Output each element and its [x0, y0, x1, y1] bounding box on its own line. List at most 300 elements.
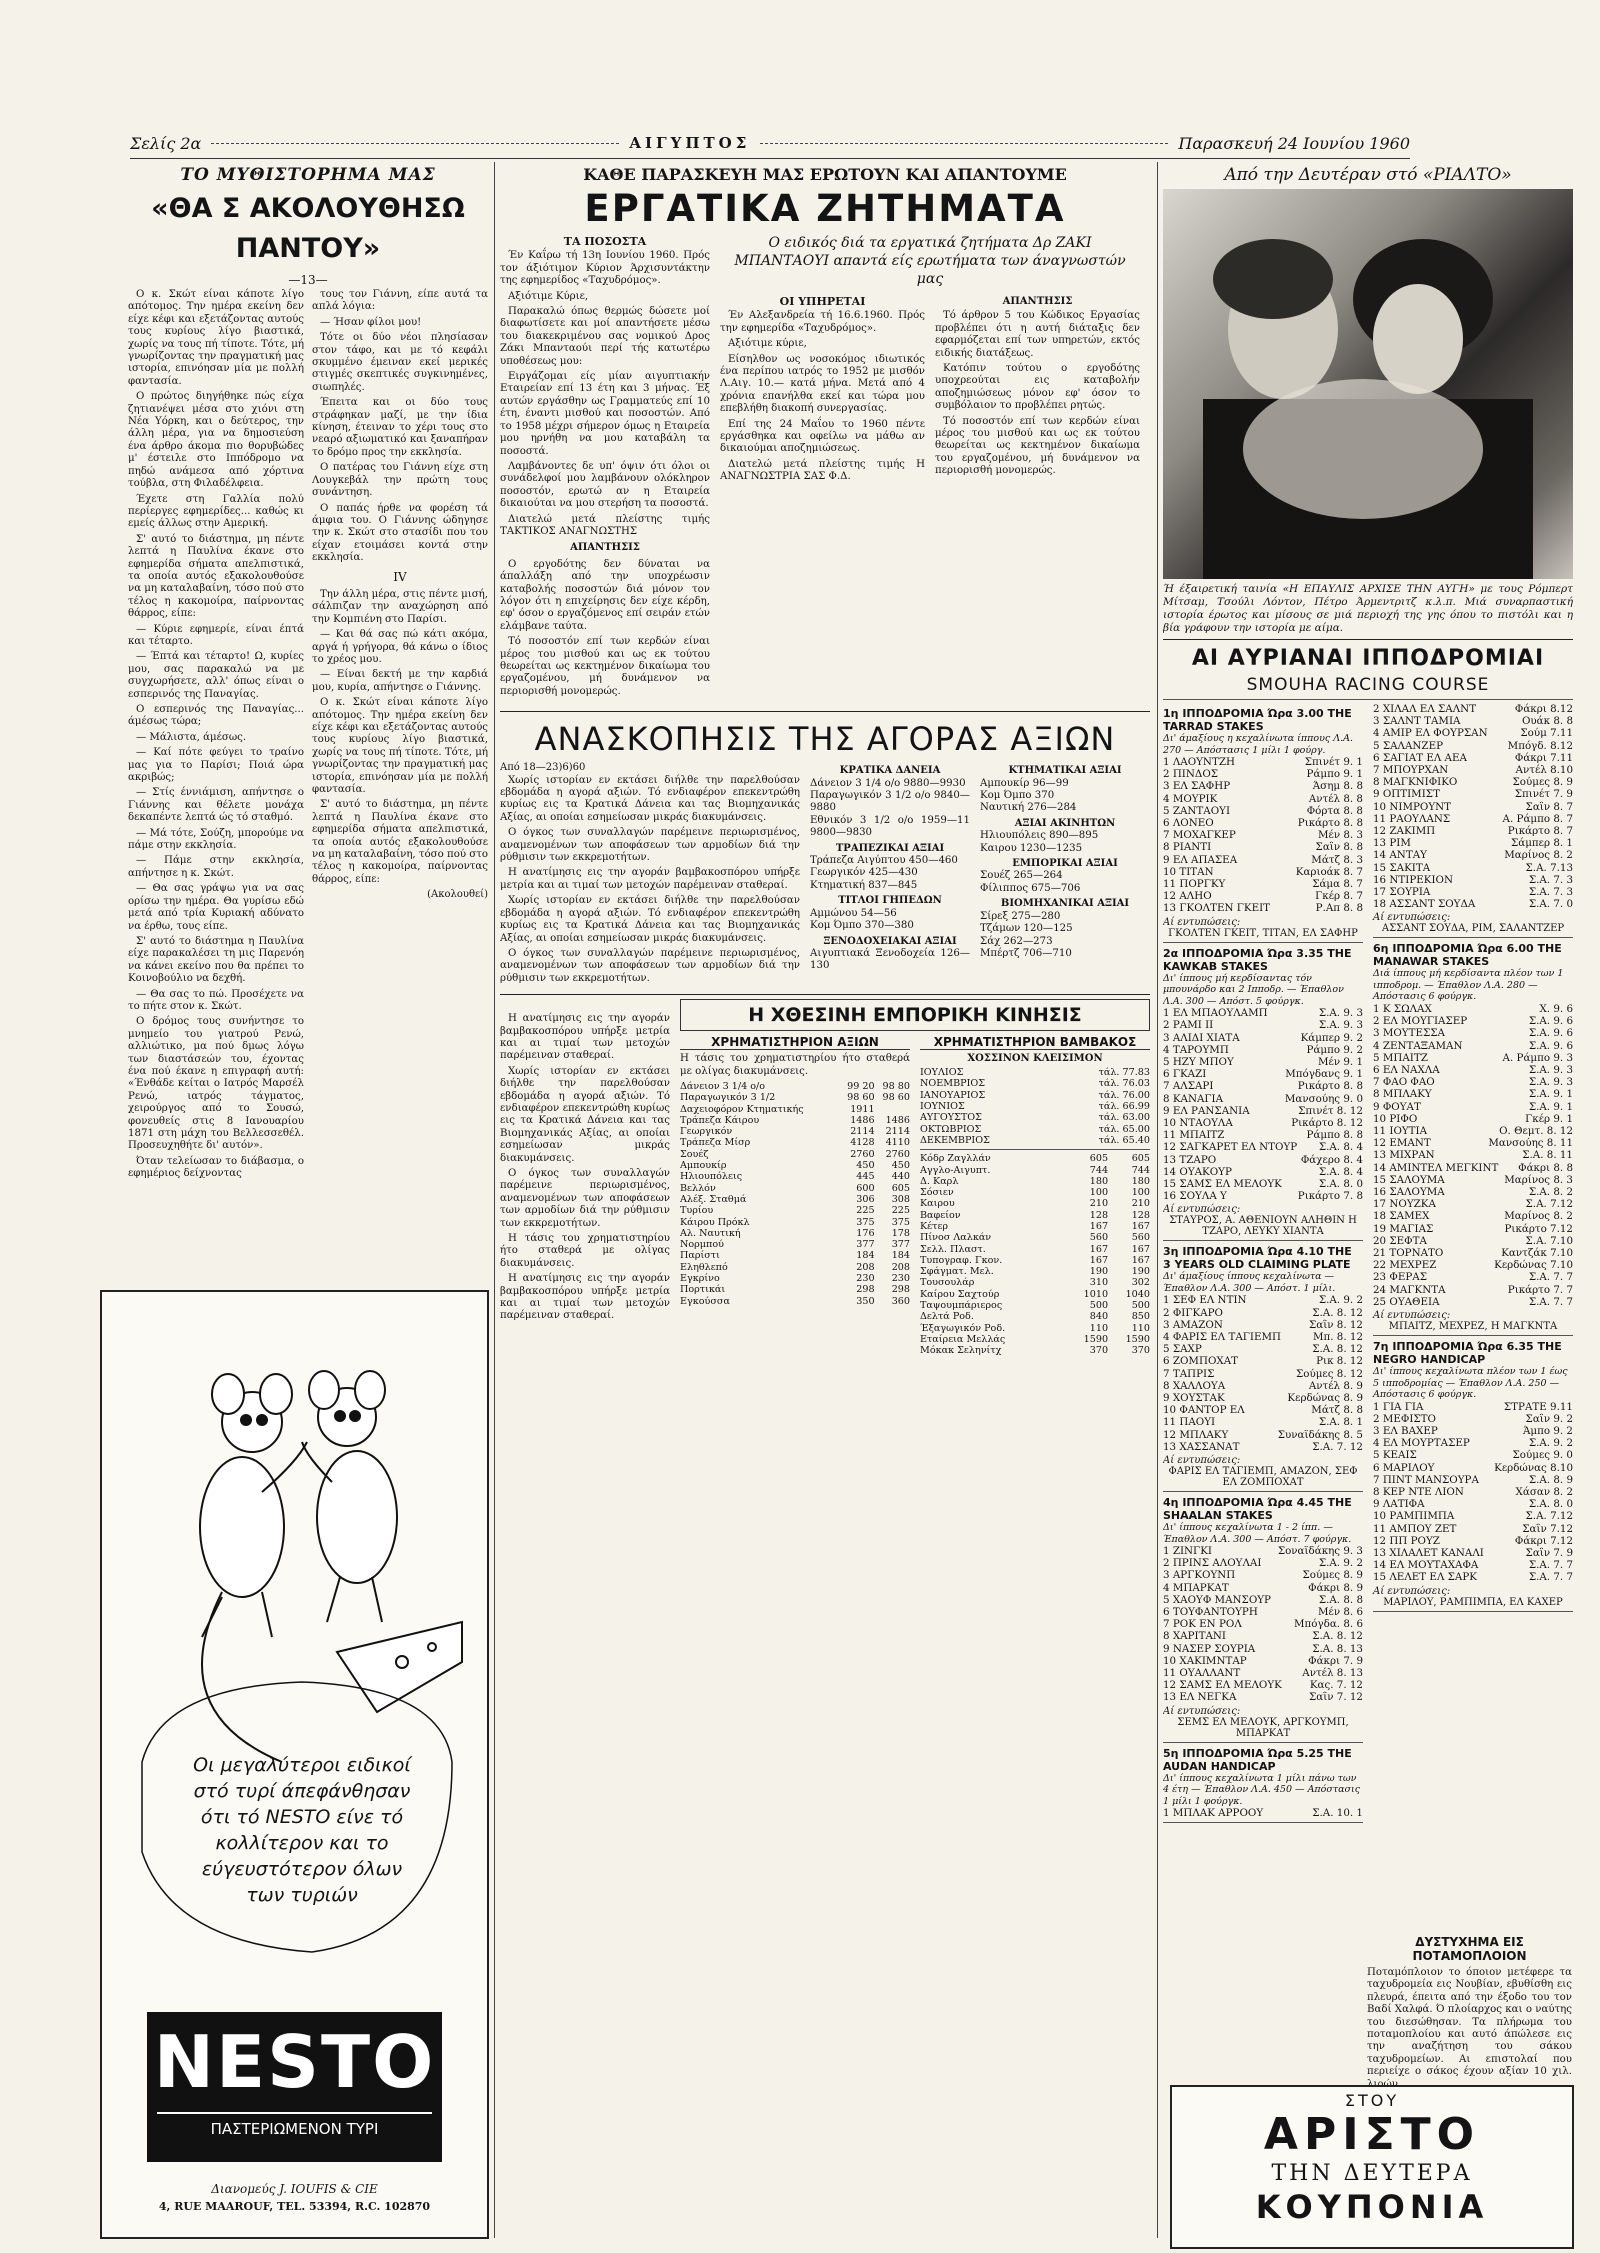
- stock-group-header: ΒΙΟΜΗΧΑΝΙΚΑΙ ΑΞΙΑΙ: [1000, 898, 1130, 910]
- stock-exchange-header: ΧΡΗΜΑΤΙΣΤΗΡΙΟΝ ΑΞΙΩΝ: [680, 1035, 910, 1050]
- horse-name: 25 ΟΥΑΘΕΙΑ: [1373, 1295, 1440, 1308]
- jockey-weight: Κερδώνας 8. 9: [1287, 1392, 1363, 1405]
- table-cell: Τυρίου: [680, 1205, 714, 1217]
- table-cell: 2760: [885, 1148, 910, 1160]
- table-cell: Παρίστι: [680, 1250, 720, 1262]
- stock-group-header: ΑΞΙΑΙ ΑΚΙΝΗΤΩΝ: [1014, 817, 1116, 829]
- jockey-weight: Μπόγδανς 9. 1: [1285, 1068, 1363, 1081]
- horse-name: 5 ΗΖΥ ΜΠΟΥ: [1163, 1055, 1234, 1068]
- horse-name: 6 ΛΟΝΕΟ: [1163, 817, 1214, 830]
- race-entries: [1163, 1007, 1363, 1202]
- race-entry: [1373, 1462, 1573, 1474]
- jockey-weight: Φάκρι 7.12: [1514, 1534, 1573, 1547]
- horse-name: 22 ΜΕΧΡΕΖ: [1373, 1259, 1437, 1272]
- paragraph: Ο παπάς ήρθε να φορέση τά άμφια του. Ο Γιάννης ώδηγησε την κ. Σκώτ στο στασίδι που του είχαν ετοιμάσει κοντά στην εκκλησία.: [312, 502, 488, 564]
- paragraph: Τό ποσοστόν επί των κερδών είναι μέρος του μισθού και ως εκ τούτου θεωρείται ως κεκτημένον δικαίωμα του εργαζομένου, μή δυνάμενον να περιορισθή μονομερώς.: [500, 636, 710, 697]
- stock-line: Παραγωγικόν 3 1/2 ο/ο 9840—9880: [810, 790, 970, 814]
- jockey-weight: Σ.Α. 9. 6: [1528, 1015, 1573, 1028]
- table-cell: Σόσιεν: [920, 1187, 954, 1199]
- table-cell: Ηλιουπόλεις: [680, 1171, 743, 1183]
- stock-line: Καιρου 1230—1235: [980, 842, 1083, 854]
- race-entry: [1373, 1437, 1573, 1449]
- horse-name: 6 ΣΑΓΙΑΤ ΕΛ ΑΕΑ: [1373, 751, 1467, 764]
- horse-name: 8 ΜΑΓΚΝΙΦΙΚΟ: [1373, 776, 1458, 789]
- table-row: [680, 1104, 910, 1115]
- table-cell: 110: [1089, 1322, 1109, 1334]
- race-header: 5η ΙΠΠΟΔΡΟΜΙΑ Ώρα 5.25 THE AUDAN HANDICAP: [1163, 1746, 1352, 1773]
- paragraph: Ο εσπερινός της Παναγίας... άμέσως τώρα;: [128, 704, 304, 728]
- race-entry: [1373, 1137, 1573, 1149]
- horse-name: 9 ΟΠΤΙΜΙΣΤ: [1373, 788, 1440, 801]
- nesto-address: 4, RUE MAAROUF, TEL. 53394, R.C. 102870: [158, 2200, 431, 2213]
- jockey-weight: Ρικ 8. 12: [1316, 1355, 1363, 1368]
- race-entry: [1373, 1449, 1573, 1461]
- stock-line: Αμμώνου 54—56: [810, 907, 897, 919]
- table-row: [920, 1187, 1150, 1198]
- tip-label: Αί εντυπώσεις:: [1163, 916, 1241, 928]
- table-cell: 2760: [850, 1148, 875, 1160]
- race-entry: [1373, 740, 1573, 752]
- race-entry: [1373, 1235, 1573, 1247]
- race-entry: [1373, 837, 1573, 849]
- jockey-weight: Σ.Α. 9. 3: [1318, 1019, 1363, 1032]
- jockey-weight: Α. Ράμπο 9. 3: [1502, 1051, 1573, 1064]
- jockey-weight: Σ.Α. 8. 4: [1318, 1141, 1363, 1154]
- race-entry: [1163, 1319, 1363, 1331]
- horse-name: 4 ΖΕΝΤΑΞΑΜΑΝ: [1373, 1039, 1463, 1052]
- race-entry: [1373, 1052, 1573, 1064]
- horse-name: 6 ΕΛ ΝΑΧΛΑ: [1373, 1063, 1440, 1076]
- table-cell: Δελτά Ροδ.: [920, 1311, 974, 1323]
- jockey-weight: Φάκρι 8.12: [1514, 703, 1573, 715]
- jockey-weight: Μπόγδα. 8. 6: [1293, 1618, 1363, 1631]
- race-entry: [1373, 1535, 1573, 1547]
- jockey-weight: Σ.Α. 9. 3: [1528, 1076, 1573, 1089]
- paragraph: Ειργάζομαι είς μίαν αιγυπτιακήν Εταιρείαν επί 13 έτη και 3 μήνας. Έξ αυτών εργάσθην ως Γραμματεύς επί 10 έτη, έναντι μισθού και ποσοστών. Από το 1958 μέχρι σήμερον όμως η Εταιρεία μου ηρνήθη να μου καταβάλη τα ποσοστά.: [500, 371, 710, 457]
- jockey-weight: Σ.Α. 7. 7: [1528, 1571, 1573, 1584]
- table-row: [920, 1334, 1150, 1345]
- table-cell: 2114: [850, 1126, 875, 1138]
- horse-name: 9 ΧΟΥΣΤΑΚ: [1163, 1392, 1225, 1405]
- horse-name: 13 ΡΙΜ: [1373, 837, 1411, 850]
- jockey-weight: Σπινέτ 8. 12: [1298, 1104, 1363, 1117]
- table-row: [920, 1067, 1150, 1078]
- jockey-weight: Σ.Α. 8. 12: [1312, 1306, 1363, 1319]
- stock-group-header: ΞΕΝΟΔΟΧΕΙΑΚΑΙ ΑΞΙΑΙ: [823, 935, 957, 947]
- horse-name: 14 ΟΥΑΚΟΥΡ: [1163, 1165, 1232, 1178]
- horse-name: 11 ΑΜΠΟΥ ΖΕΤ: [1373, 1522, 1457, 1535]
- table-cell: Εταίρεια Μελλάς: [920, 1333, 1006, 1345]
- race-entry: [1373, 1559, 1573, 1571]
- tip-label: Αί εντυπώσεις:: [1163, 1455, 1241, 1467]
- jockey-weight: Ράμπο 8. 8: [1306, 1129, 1363, 1142]
- jockey-weight: Αντέλ 8.10: [1515, 764, 1573, 777]
- horse-name: 12 ΑΛΗΟ: [1163, 890, 1212, 903]
- table-row: [680, 1205, 910, 1216]
- cotton-subheader: ΧΟΣΣΙΝΟΝ ΚΛΕΙΣΙΜΟΝ: [967, 1053, 1103, 1065]
- jockey-weight: Σ.Α. 7. 12: [1312, 1440, 1363, 1453]
- table-cell: 184: [856, 1250, 875, 1262]
- stock-review-text: [500, 762, 800, 988]
- table-cell: 605: [1089, 1153, 1109, 1165]
- horse-name: 8 ΧΑΡΙΤΑΝΙ: [1163, 1630, 1226, 1643]
- race-entries: [1373, 703, 1573, 910]
- serial-text-col-a: [128, 289, 304, 1184]
- stock-line: Αμπουκίρ 96—99: [980, 777, 1069, 789]
- jockey-weight: Μπ. 8. 12: [1312, 1331, 1363, 1343]
- race-entry: [1373, 1186, 1573, 1198]
- table-cell: 190: [1131, 1266, 1150, 1278]
- race-tip: ΦΑΡΙΣ ΕΛ ΤΑΓΙΕΜΠ, ΑΜΑΖΟΝ, ΣΕΦ ΕΛ ΖΟΜΠΟΧΑΤ: [1168, 1466, 1358, 1489]
- horse-name: 5 ΖΑΝΤΑΟΥΙ: [1163, 804, 1231, 817]
- jockey-weight: Μάτζ 8. 8: [1311, 1404, 1363, 1417]
- installment-number: —13—: [288, 273, 328, 287]
- exchange-note-col: [500, 999, 670, 1356]
- table-row: [680, 1239, 910, 1250]
- race-entry: [1373, 1064, 1573, 1076]
- jockey-weight: Σ.Α. 7.13: [1525, 861, 1573, 874]
- horse-name: 5 ΣΑΛΑΝΖΕΡ: [1373, 739, 1444, 752]
- table-row: [920, 1221, 1150, 1232]
- jockey-weight: Σαΐν 7. 9: [1525, 1546, 1573, 1559]
- table-cell: Νορμπού: [680, 1239, 724, 1251]
- table-cell: 128: [1131, 1209, 1150, 1221]
- horse-name: 18 ΑΣΣΑΝΤ ΣΟΥΔΑ: [1373, 898, 1476, 911]
- paragraph: Τό ποσοστόν επί των κερδών είναι μέρος του μισθού και ως εκ τούτου θεωρείται ως κεκτημένον δικαίωμα του εργαζομένου, μή δυνάμενον να περιορισθή μονομερώς.: [935, 415, 1140, 477]
- race-entry: [1163, 768, 1363, 780]
- table-cell: 176: [856, 1227, 875, 1239]
- jockey-weight: Κερδώνας 8.10: [1494, 1461, 1573, 1474]
- race-entry: [1163, 1392, 1363, 1404]
- race-course: SMOUHA RACING COURSE: [1246, 675, 1490, 695]
- race-entry: [1163, 1105, 1363, 1117]
- table-cell: 377: [891, 1239, 910, 1251]
- race-entry: [1163, 1679, 1363, 1691]
- race-card-col: [1373, 703, 1573, 1826]
- table-cell: 225: [891, 1205, 910, 1217]
- jockey-weight: Φάκρι 7. 9: [1308, 1654, 1363, 1667]
- table-row: [680, 1137, 910, 1148]
- jockey-weight: Σοναϊδάκης 9. 3: [1277, 1545, 1363, 1558]
- table-cell: Σουέζ: [680, 1148, 709, 1160]
- race-entries: [1163, 1294, 1363, 1453]
- race-conditions: Δι' ίππους μή κερδίσαντας τόν μπουνάρδο και 2 Ιπποδρ. — Έπαθλον Λ.Α. 300 — Απόστ. 5 φούργκ.: [1163, 972, 1344, 1007]
- horse-name: 8 ΡΙΑΝΤΙ: [1163, 841, 1212, 854]
- table-cell: Πίνοσ Λαλκάν: [920, 1232, 992, 1244]
- horse-name: 11 ΟΥΑΛΛΑΝΤ: [1163, 1667, 1241, 1680]
- jockey-weight: Ρικάρτο 8. 7: [1507, 825, 1573, 838]
- paragraph: Ο όγκος των συναλλαγών παρέμεινε περιωρισμένος, αναμενομένων των αποφάσεων των αρμοδίων διά την ρύθμισιν των εκκρεμοτήτων.: [500, 947, 800, 984]
- jockey-weight: Ο. Θεμτ. 8. 12: [1499, 1124, 1573, 1137]
- table-cell: Μόκακ Σεληνίτχ: [920, 1345, 1002, 1357]
- race-entry: [1163, 1368, 1363, 1380]
- nesto-distributor: Διανομεύς J. IOUFIS & CIE: [211, 2182, 378, 2196]
- jockey-weight: Σ.Α. 7. 7: [1528, 1559, 1573, 1572]
- horse-name: 8 ΧΑΛΛΟΥΑ: [1163, 1379, 1226, 1392]
- table-row: [680, 1217, 910, 1228]
- race-conditions: Δι' άμαξίους ίππους κεχαλίνωτα — Έπαθλον Λ.Α. 300 — Απόστ. 1 μίλι.: [1163, 1271, 1336, 1294]
- table-cell: 230: [891, 1272, 910, 1284]
- horse-name: 9 ΕΛ ΡΑΝΣΑΝΙΑ: [1163, 1104, 1250, 1117]
- jockey-weight: Αντέλ 8. 8: [1308, 792, 1363, 805]
- race-entry: [1163, 1545, 1363, 1557]
- table-cell: 1040: [1125, 1288, 1150, 1300]
- table-cell: 225: [856, 1205, 875, 1217]
- horse-name: 5 ΜΠΑΙΤΖ: [1373, 1051, 1428, 1064]
- horse-name: 13 ΤΖΑΡΟ: [1163, 1153, 1217, 1166]
- jockey-weight: Σούμες 9. 0: [1512, 1449, 1573, 1462]
- jockey-weight: Σ.Α. 8. 4: [1318, 1165, 1363, 1178]
- table-cell: 600: [856, 1182, 875, 1194]
- race-entry: [1373, 1101, 1573, 1113]
- horse-name: 7 ΜΟΧΑΓΚΕΡ: [1163, 829, 1236, 842]
- accident-body: Ποταμόπλοιον το όποιον μετέφερε τα ταχυδρομεία εις Νουβίαν, εβυθίσθη εις πλευρά, έπειτα από την έξοδο του τον Βαδί Χαλφά. Ό πλοίαρχος και ο ναύτης του διεσώθησαν. Τα πλήρωμα του ποταμοπλοίου και αυτό άπώλεσε εις την αναζήτηση του σάκου ταχυδρομείων. Αι επιστολαί που περιείχε ο σάκος έχουν αξίαν 10 χιλ.: [1367, 1967, 1572, 2078]
- paragraph: Αξιότιμε κύριε,: [728, 338, 807, 350]
- table-cell: Ταψουμπάριερος: [920, 1300, 1003, 1312]
- race-entry: [1373, 1547, 1573, 1559]
- race-entry: [1373, 1486, 1573, 1498]
- jockey-weight: Μέν 8. 3: [1317, 829, 1363, 842]
- race-entry: [1373, 1015, 1573, 1027]
- jockey-weight: Άμπο 9. 2: [1522, 1424, 1573, 1437]
- jockey-weight: Σούμ 7.11: [1520, 727, 1573, 740]
- race-entry: [1163, 866, 1363, 878]
- race-entry: [1373, 727, 1573, 739]
- race-entry: [1373, 1259, 1573, 1271]
- stock-line: Ηλιουπόλεις 890—895: [980, 830, 1099, 842]
- table-cell: 302: [1131, 1277, 1150, 1289]
- masthead: [130, 128, 1410, 159]
- table-row: [680, 1262, 910, 1273]
- table-cell: 98 60: [847, 1092, 875, 1104]
- jockey-weight: Άσημ 8. 8: [1312, 780, 1363, 793]
- table-row: [680, 1250, 910, 1261]
- table-cell: Σφάγματ. Μελ.: [920, 1266, 994, 1278]
- table-cell: Έξαγωγικόν Ροδ.: [920, 1322, 1006, 1334]
- jockey-weight: Σ.Α. 7. 3: [1528, 873, 1573, 886]
- table-cell: Γεωργικόν: [680, 1126, 733, 1138]
- paragraph: Η ανατίμησις εις την αγοράν βαμβακοσπόρου υπήρξε μετρία και αι τιμαί των μετοχών παρέμειναν σταθεραί.: [500, 867, 800, 891]
- race-entry: [1373, 1510, 1573, 1522]
- subheading: ΟΙ ΥΠΗΡΕΤΑΙ: [779, 295, 866, 308]
- horse-name: 8 ΚΑΝΑΓΙΑ: [1163, 1092, 1224, 1105]
- table-row: [680, 1194, 910, 1205]
- accident-notice: [1367, 1935, 1572, 2091]
- race-entry: [1373, 703, 1573, 715]
- horse-name: 4 ΜΠΑΡΚΑΤ: [1163, 1581, 1229, 1594]
- horse-name: 9 ΕΛ ΑΠΑΣΕΑ: [1163, 853, 1238, 866]
- table-cell: 450: [891, 1160, 910, 1172]
- slogan-line: Οι μεγαλύτεροι ειδικοί: [193, 1754, 411, 1776]
- jockey-weight: Ράμπο 9. 2: [1306, 1043, 1363, 1056]
- aristo-name: ΑΡΙΣΤΟ: [1263, 2109, 1481, 2160]
- race-header: 3η ΙΠΠΟΔΡΟΜΙΑ Ώρα 4.10 THE 3 YEARS OLD CLAIMING PLATE: [1163, 1245, 1352, 1272]
- horse-name: 3 ΑΛΙΔΙ ΧΙΑΤΑ: [1163, 1031, 1240, 1044]
- table-cell: Τράπεζα Μίσρ: [680, 1137, 751, 1149]
- labour-col-b: [720, 294, 925, 487]
- table-cell: τάλ. 66.99: [1098, 1101, 1150, 1113]
- stock-group-header: ΚΤΗΜΑΤΙΚΑΙ ΑΞΙΑΙ: [1008, 765, 1122, 777]
- jockey-weight: Ράμπο 9. 1: [1306, 768, 1363, 781]
- table-cell: 167: [1131, 1254, 1150, 1266]
- horse-name: 5 ΚΕΑΙΣ: [1373, 1449, 1417, 1462]
- tip-label: Αί εντυπώσεις:: [1373, 912, 1451, 924]
- race-entry: [1163, 1007, 1363, 1019]
- slogan-line: ότι τό NESTO είνε τό: [200, 1806, 404, 1828]
- table-cell: Σελλ. Πλαστ.: [920, 1243, 986, 1255]
- jockey-weight: Σ.Α. 8. 11: [1522, 1149, 1573, 1162]
- horse-name: 15 ΣΑΜΣ ΕΛ ΜΕΛΟΥΚ: [1163, 1177, 1282, 1190]
- table-row: [680, 1284, 910, 1295]
- exchange-note: Η τάσις του χρηματιστηρίου ήτο σταθερά με ολίγας διακυμάνσεις.: [680, 1053, 910, 1077]
- race-entry: [1163, 1441, 1363, 1453]
- horse-name: 2 ΦΙΓΚΑΡΟ: [1163, 1306, 1223, 1319]
- race-entry: [1163, 1019, 1363, 1031]
- horse-name: 9 ΦΟΥΑΤ: [1373, 1100, 1421, 1113]
- serial-title: «ΘΑ Σ ΑΚΟΛΟΥΘΗΣΩ ΠΑΝΤΟΥ»: [151, 193, 465, 264]
- table-row: [920, 1078, 1150, 1089]
- slogan-line: εύγευστότερον όλων: [201, 1858, 403, 1880]
- race-entry: [1163, 1630, 1363, 1642]
- jockey-weight: Ρικάρτο 7.12: [1504, 1222, 1573, 1235]
- aristo-advertisement: [1170, 2085, 1574, 2249]
- rialto-heading: Από την Δευτέραν στό «ΡΙΑΛΤΟ»: [1224, 165, 1512, 185]
- table-cell: Κέτερ: [920, 1220, 949, 1232]
- race-entry: [1373, 764, 1573, 776]
- table-cell: 4128: [850, 1137, 875, 1149]
- table-cell: 377: [856, 1239, 875, 1251]
- horse-name: 4 ΕΛ ΜΟΥΡΤΑΣΕΡ: [1373, 1437, 1470, 1450]
- stock-line: Κτηματική 837—845: [810, 879, 918, 891]
- paragraph: Η τάσις του χρηματιστηρίου ήτο σταθερά με ολίγας διακυμάνσεις.: [500, 1233, 670, 1269]
- horse-name: 4 ΤΑΡΟΥΜΠ: [1163, 1043, 1229, 1056]
- table-cell: Αμπουκίρ: [680, 1160, 727, 1172]
- race-entry: [1373, 1113, 1573, 1125]
- serial-text-col-b: [312, 289, 488, 1184]
- tip-label: Αί εντυπώσεις:: [1373, 1310, 1451, 1322]
- jockey-weight: Σ.Α. 9. 6: [1528, 1039, 1573, 1052]
- race-header: 7η ΙΠΠΟΔΡΟΜΙΑ Ώρα 6.35 THE NEGRO HANDICAP: [1373, 1340, 1562, 1367]
- nesto-product: ΠΑΣΤΕΡΙΩΜΕΝΟΝ ΤΥΡΙ: [157, 2112, 432, 2138]
- subheading: ΤΑ ΠΟΣΟΣΤΑ: [563, 235, 647, 248]
- table-cell: 1911: [850, 1103, 875, 1115]
- horse-name: 13 ΧΙΛΑΛΕΤ ΚΑΝΑΛΙ: [1373, 1546, 1484, 1559]
- table-row: [920, 1300, 1150, 1311]
- jockey-weight: Μανσούης 8. 11: [1488, 1137, 1573, 1150]
- jockey-weight: Σ.Α. 8. 0: [1318, 1177, 1363, 1190]
- jockey-weight: Σ.Α. 8. 13: [1312, 1642, 1363, 1655]
- horse-name: 15 ΣΑΛΟΥΜΑ: [1373, 1173, 1445, 1186]
- table-row: [680, 1183, 910, 1194]
- horse-name: 12 ΠΠ ΡΟΥΖ: [1373, 1534, 1440, 1547]
- stock-line: Τζάμων 120—125: [980, 923, 1073, 935]
- jockey-weight: Σ.Α. 9. 3: [1318, 1007, 1363, 1020]
- table-cell: 100: [1089, 1187, 1109, 1199]
- slogan-line: των τυριών: [246, 1884, 358, 1906]
- race-entry: [1163, 1569, 1363, 1581]
- jockey-weight: Σ.Α. 10. 1: [1312, 1807, 1363, 1820]
- table-cell: 744: [1089, 1164, 1109, 1176]
- table-cell: 208: [856, 1261, 875, 1273]
- race-header: 6η ΙΠΠΟΔΡΟΜΙΑ Ώρα 6.00 THE MANAWAR STAKES: [1373, 942, 1562, 969]
- horse-name: 13 ΓΚΟΛΤΕΝ ΓΚΕΙΤ: [1163, 902, 1271, 915]
- table-cell: 850: [1131, 1311, 1150, 1323]
- stock-review-title: ΑΝΑΣΚΟΠΗΣΙΣ ΤΗΣ ΑΓΟΡΑΣ ΑΞΙΩΝ: [534, 720, 1116, 759]
- horse-name: 19 ΜΑΓΙΑΣ: [1373, 1222, 1434, 1235]
- race-entry: [1163, 1404, 1363, 1416]
- paragraph: Αξιότιμε Κύριε,: [508, 290, 589, 302]
- stock-line: Γεωργικόν 425—430: [810, 867, 918, 879]
- race-entry: [1163, 1093, 1363, 1105]
- race-conditions: Δι' ίππους κεχαλίνωτα 1 μίλι πάνω των 4 έτη — Έπαθλον Λ.Α. 450 — Απόστασις 1 μίλι 1 φούργκ.: [1163, 1772, 1361, 1807]
- jockey-weight: Σούμες 8. 9: [1302, 1569, 1363, 1582]
- paragraph: Χωρίς ιστορίαν εν εκτάσει διήλθε την παρελθούσαν εβδομάδα η αγορά αξιών. Τό ενδιαφέρον επεκεντρώθη κυρίως εις τα Κρατικά Δάνεια και τας Βιομηχανικάς Αξίας, αι οποίαι εσημείωσαν μικράς διακυμάνσεις.: [500, 895, 800, 944]
- horse-name: 14 ΑΜΙΝΤΕΛ ΜΕΓΚΙΝΤ: [1373, 1161, 1499, 1174]
- race-entry: [1373, 1284, 1573, 1296]
- race-entry: [1163, 1667, 1363, 1679]
- stock-groups: [810, 762, 970, 988]
- race-entries: [1373, 1401, 1573, 1584]
- table-cell: 370: [1089, 1345, 1109, 1357]
- table-cell: 1590: [1083, 1333, 1109, 1345]
- jockey-weight: Φόρτα 8. 8: [1306, 804, 1363, 817]
- race-entry: [1373, 862, 1573, 874]
- stock-line: Κομ Όμπο 370—380: [810, 920, 914, 932]
- stock-line: Τράπεζα Αιγύπτου 450—460: [810, 855, 958, 867]
- aristo-line2: ΤΗΝ ΔΕΥΤΕΡΑ: [1271, 2161, 1473, 2186]
- table-cell: Εγκούσσα: [680, 1295, 730, 1307]
- slogan-line: στό τυρί άπεφάνθησαν: [193, 1780, 411, 1802]
- paragraph: — Είναι δεκτή με την καρδιά μου, κυρία, απήντησε ο Γιάννης.: [312, 669, 488, 693]
- horse-name: 16 ΝΤΙΡΕΚΙΟΝ: [1373, 873, 1453, 886]
- jockey-weight: ΣΤΡΑΤΕ 9.11: [1503, 1400, 1573, 1413]
- jockey-weight: Σ.Α. 8. 1: [1318, 1416, 1363, 1429]
- jockey-weight: Ουάκ 8. 8: [1521, 715, 1573, 728]
- jockey-weight: Σ.Α. 9. 1: [1528, 1088, 1573, 1101]
- race-entry: [1163, 1190, 1363, 1202]
- race-entry: [1373, 1296, 1573, 1308]
- jockey-weight: Σ.Α. 9. 1: [1528, 1100, 1573, 1113]
- horse-name: 3 ΜΟΥΤΕΣΣΑ: [1373, 1027, 1445, 1040]
- subheading: ΑΠΑΝΤΗΣΙΣ: [570, 542, 640, 554]
- jockey-weight: Ρικάρτο 7. 7: [1507, 1283, 1573, 1296]
- jockey-weight: Σ.Α. 9. 2: [1318, 1557, 1363, 1570]
- table-row: [920, 1311, 1150, 1322]
- horse-name: 4 ΑΜΙΡ ΕΛ ΦΟΥΡΣΑΝ: [1373, 727, 1488, 740]
- slogan-line: κολλίτερον και το: [215, 1832, 389, 1854]
- jockey-weight: Σάμα 8. 7: [1312, 878, 1363, 891]
- jockey-weight: Φάκρι 8. 8: [1518, 1161, 1573, 1174]
- issue-date: Παρασκευή 24 Ιουνίου 1960: [1178, 133, 1411, 153]
- horse-name: 3 ΕΛ ΒΑΧΕΡ: [1373, 1424, 1438, 1437]
- table-cell: 167: [1089, 1243, 1109, 1255]
- table-cell: 744: [1131, 1164, 1150, 1176]
- race-entry: [1373, 1401, 1573, 1413]
- table-cell: 308: [891, 1193, 910, 1205]
- horse-name: 8 ΚΕΡ ΝΤΕ ΛΙΟΝ: [1373, 1485, 1464, 1498]
- subheading: ΑΠΑΝΤΗΣΙΣ: [1002, 296, 1073, 307]
- cotton-exchange-header: ΧΡΗΜΑΤΙΣΤΗΡΙΟΝ ΒΑΜΒΑΚΟΣ: [920, 1035, 1150, 1050]
- table-cell: Κόδρ Ζαγλλάν: [920, 1153, 991, 1165]
- race-entry: [1163, 890, 1363, 902]
- table-cell: Δ. Καρλ: [920, 1175, 959, 1187]
- jockey-weight: Χ. 9. 6: [1539, 1002, 1573, 1015]
- stock-line: Σίρεξ 275—280: [980, 910, 1061, 922]
- jockey-weight: Καριοάκ 8. 7: [1295, 865, 1363, 878]
- table-cell: Εληθλεπό: [680, 1261, 728, 1273]
- horse-name: 1 Κ ΣΩΛΑΧ: [1373, 1002, 1432, 1015]
- horse-name: 8 ΜΠΛΑΚΥ: [1373, 1088, 1432, 1101]
